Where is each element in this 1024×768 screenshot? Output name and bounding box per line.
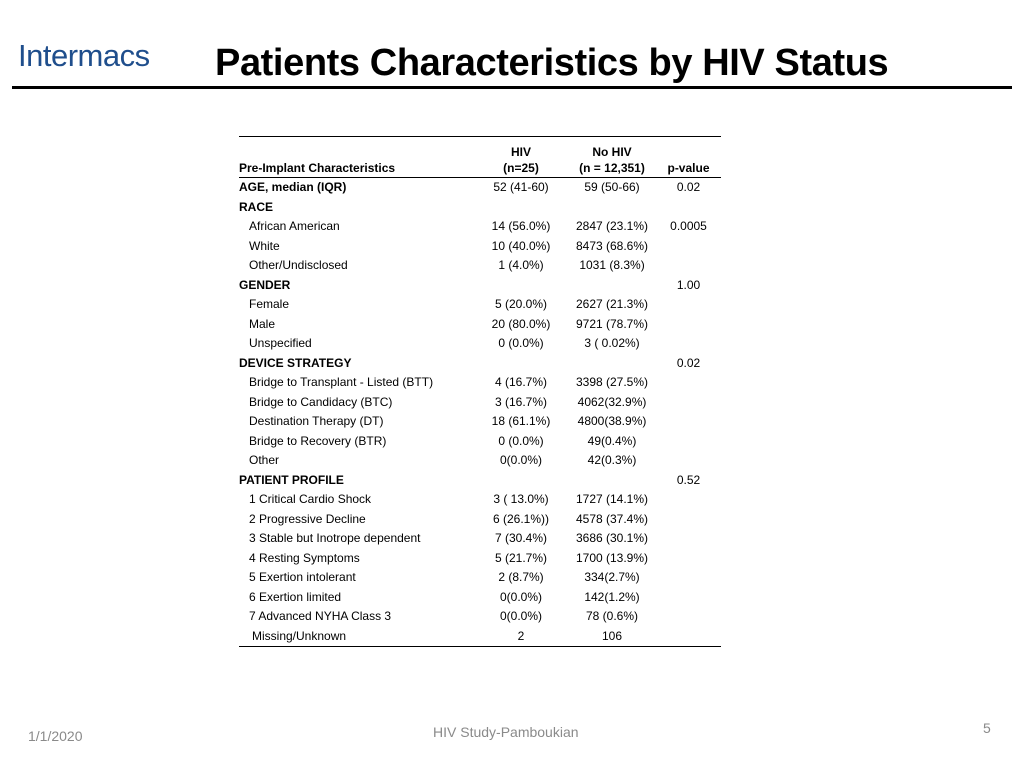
row-label: Female <box>249 297 290 311</box>
row-hiv-value: 0 (0.0%) <box>498 433 544 448</box>
row-no-hiv-value: 142(1.2%) <box>584 589 640 604</box>
row-no-hiv-value <box>568 276 656 296</box>
row-p-value: 1.00 <box>676 277 701 292</box>
row-p-value <box>656 588 721 608</box>
row-hiv-value: 0 (0.0%) <box>498 336 544 350</box>
row-no-hiv-value: 8473 (68.6%) <box>575 238 649 253</box>
row-label: Missing/Unknown <box>252 628 347 643</box>
table-row <box>239 471 721 491</box>
title-divider <box>12 86 1012 89</box>
table-row <box>239 276 721 296</box>
row-no-hiv-value: 49(0.4%) <box>587 433 637 448</box>
table-row <box>239 217 721 237</box>
logo-text: Intermacs <box>18 38 150 73</box>
row-no-hiv-value: 9721 (78.7%) <box>575 316 649 331</box>
row-hiv-value: 2 (8.7%) <box>498 570 544 584</box>
row-no-hiv-value: 3686 (30.1%) <box>575 531 649 545</box>
row-p-value <box>656 549 721 569</box>
row-hiv-value: 2 <box>517 628 525 643</box>
table-row <box>239 256 721 276</box>
row-hiv-value: 14 (56.0%) <box>491 219 551 233</box>
table-row <box>239 490 721 510</box>
row-hiv-value: 3 (16.7%) <box>494 394 548 409</box>
intermacs-logo <box>18 38 150 74</box>
row-no-hiv-value: 78 (0.6%) <box>585 609 639 623</box>
row-hiv-value <box>474 354 568 374</box>
row-label: Bridge to Transplant - Listed (BTT) <box>249 375 434 389</box>
header-hiv-n: (n=25) <box>503 161 539 175</box>
row-label: Other/Undisclosed <box>249 258 348 272</box>
row-no-hiv-value: 1727 (14.1%) <box>575 492 649 506</box>
row-no-hiv-value: 1031 (8.3%) <box>579 258 645 272</box>
row-hiv-value: 18 (61.1%) <box>491 414 551 428</box>
row-p-value <box>656 198 721 218</box>
table-row <box>239 549 721 569</box>
row-hiv-value: 10 (40.0%) <box>491 238 551 253</box>
row-p-value <box>656 490 721 510</box>
row-label: Bridge to Candidacy (BTC) <box>249 394 393 409</box>
row-no-hiv-value <box>568 198 656 218</box>
row-label: AGE, median (IQR) <box>239 180 347 194</box>
row-no-hiv-value: 334(2.7%) <box>584 570 640 584</box>
row-no-hiv-value: 106 <box>601 628 623 643</box>
table-row <box>239 432 721 452</box>
table-row <box>239 529 721 549</box>
row-no-hiv-value: 1700 (13.9%) <box>575 550 649 565</box>
table-row <box>239 588 721 608</box>
row-hiv-value: 0(0.0%) <box>499 589 543 604</box>
row-no-hiv-value <box>568 471 656 491</box>
row-no-hiv-value: 4062(32.9%) <box>577 394 647 409</box>
row-p-value <box>656 412 721 432</box>
row-hiv-value: 20 (80.0%) <box>491 316 551 331</box>
row-label: 7 Advanced NYHA Class 3 <box>249 609 392 623</box>
row-label: Destination Therapy (DT) <box>249 414 384 428</box>
table-row <box>239 510 721 530</box>
row-p-value <box>656 451 721 471</box>
row-p-value <box>656 373 721 393</box>
row-label: 4 Resting Symptoms <box>249 550 360 565</box>
row-hiv-value <box>474 198 568 218</box>
table-row <box>239 451 721 471</box>
table-body <box>239 178 721 646</box>
header-no-hiv <box>568 137 656 177</box>
row-p-value <box>656 315 721 335</box>
table-row <box>239 627 721 647</box>
row-p-value: 0.0005 <box>670 219 707 233</box>
row-label: White <box>249 238 280 253</box>
table-row <box>239 373 721 393</box>
table-row <box>239 607 721 627</box>
table-row <box>239 393 721 413</box>
row-no-hiv-value: 2847 (23.1%) <box>575 219 649 233</box>
row-hiv-value: 1 (4.0%) <box>498 258 544 272</box>
row-no-hiv-value: 4578 (37.4%) <box>575 511 649 526</box>
row-p-value <box>656 568 721 588</box>
row-no-hiv-value: 42(0.3%) <box>587 453 637 467</box>
table-row <box>239 295 721 315</box>
row-label: DEVICE STRATEGY <box>239 355 352 370</box>
row-p-value <box>656 237 721 257</box>
row-p-value: 0.02 <box>676 180 701 194</box>
row-p-value <box>656 432 721 452</box>
row-p-value: 0.02 <box>676 355 701 370</box>
row-p-value <box>656 334 721 354</box>
header-p-value <box>656 137 721 177</box>
row-label: 3 Stable but Inotrope dependent <box>249 531 421 545</box>
row-label: 2 Progressive Decline <box>249 511 366 526</box>
row-p-value <box>656 256 721 276</box>
header-characteristics <box>239 137 474 177</box>
header-no-hiv-n: (n = 12,351) <box>579 161 645 175</box>
row-hiv-value: 4 (16.7%) <box>494 375 548 389</box>
row-label: Other <box>249 453 280 467</box>
row-hiv-value: 7 (30.4%) <box>494 531 548 545</box>
row-label: 5 Exertion intolerant <box>249 570 356 584</box>
row-label: Unspecified <box>249 336 312 350</box>
row-label: 6 Exertion limited <box>249 589 342 604</box>
table-row <box>239 198 721 218</box>
row-hiv-value <box>474 276 568 296</box>
table-row <box>239 354 721 374</box>
row-label: Bridge to Recovery (BTR) <box>249 433 387 448</box>
row-no-hiv-value <box>568 354 656 374</box>
footer-title: HIV Study-Pamboukian <box>433 724 579 740</box>
row-no-hiv-value: 59 (50-66) <box>584 180 640 194</box>
row-no-hiv-value: 3 ( 0.02%) <box>584 336 640 350</box>
row-label: Male <box>249 316 276 331</box>
row-p-value <box>656 607 721 627</box>
row-label: African American <box>249 219 340 233</box>
row-hiv-value: 5 (21.7%) <box>494 550 548 565</box>
row-label: GENDER <box>239 277 291 292</box>
row-hiv-value: 3 ( 13.0%) <box>493 492 549 506</box>
row-hiv-value: 0(0.0%) <box>499 609 543 623</box>
row-hiv-value <box>474 471 568 491</box>
table-header <box>239 137 721 178</box>
row-no-hiv-value: 4800(38.9%) <box>577 414 647 428</box>
table-row <box>239 237 721 257</box>
characteristics-table <box>239 136 721 647</box>
row-p-value <box>656 393 721 413</box>
row-p-value: 0.52 <box>676 472 701 487</box>
header-characteristics-label: Pre-Implant Characteristics <box>239 161 396 175</box>
table-row <box>239 568 721 588</box>
table-row <box>239 178 721 198</box>
page-number: 5 <box>983 720 991 736</box>
footer-date: 1/1/2020 <box>28 728 83 744</box>
table-row <box>239 315 721 335</box>
table-row <box>239 334 721 354</box>
header-hiv <box>474 137 568 177</box>
row-hiv-value: 52 (41-60) <box>493 180 549 194</box>
row-p-value <box>656 295 721 315</box>
row-hiv-value: 6 (26.1%)) <box>492 511 550 526</box>
table-row <box>239 412 721 432</box>
header-hiv-label: HIV <box>510 145 531 159</box>
row-label: RACE <box>239 199 274 214</box>
row-no-hiv-value: 3398 (27.5%) <box>575 375 649 389</box>
row-hiv-value: 5 (20.0%) <box>494 297 548 311</box>
page-title: Patients Characteristics by HIV Status <box>215 42 889 84</box>
row-hiv-value: 0(0.0%) <box>499 453 543 467</box>
row-no-hiv-value: 2627 (21.3%) <box>575 297 649 311</box>
row-p-value <box>656 510 721 530</box>
header-no-hiv-label: No HIV <box>592 145 632 159</box>
header-p-value-label: p-value <box>667 161 710 175</box>
row-p-value <box>656 529 721 549</box>
row-label: PATIENT PROFILE <box>239 472 344 487</box>
row-p-value <box>656 627 721 647</box>
row-label: 1 Critical Cardio Shock <box>249 492 372 506</box>
